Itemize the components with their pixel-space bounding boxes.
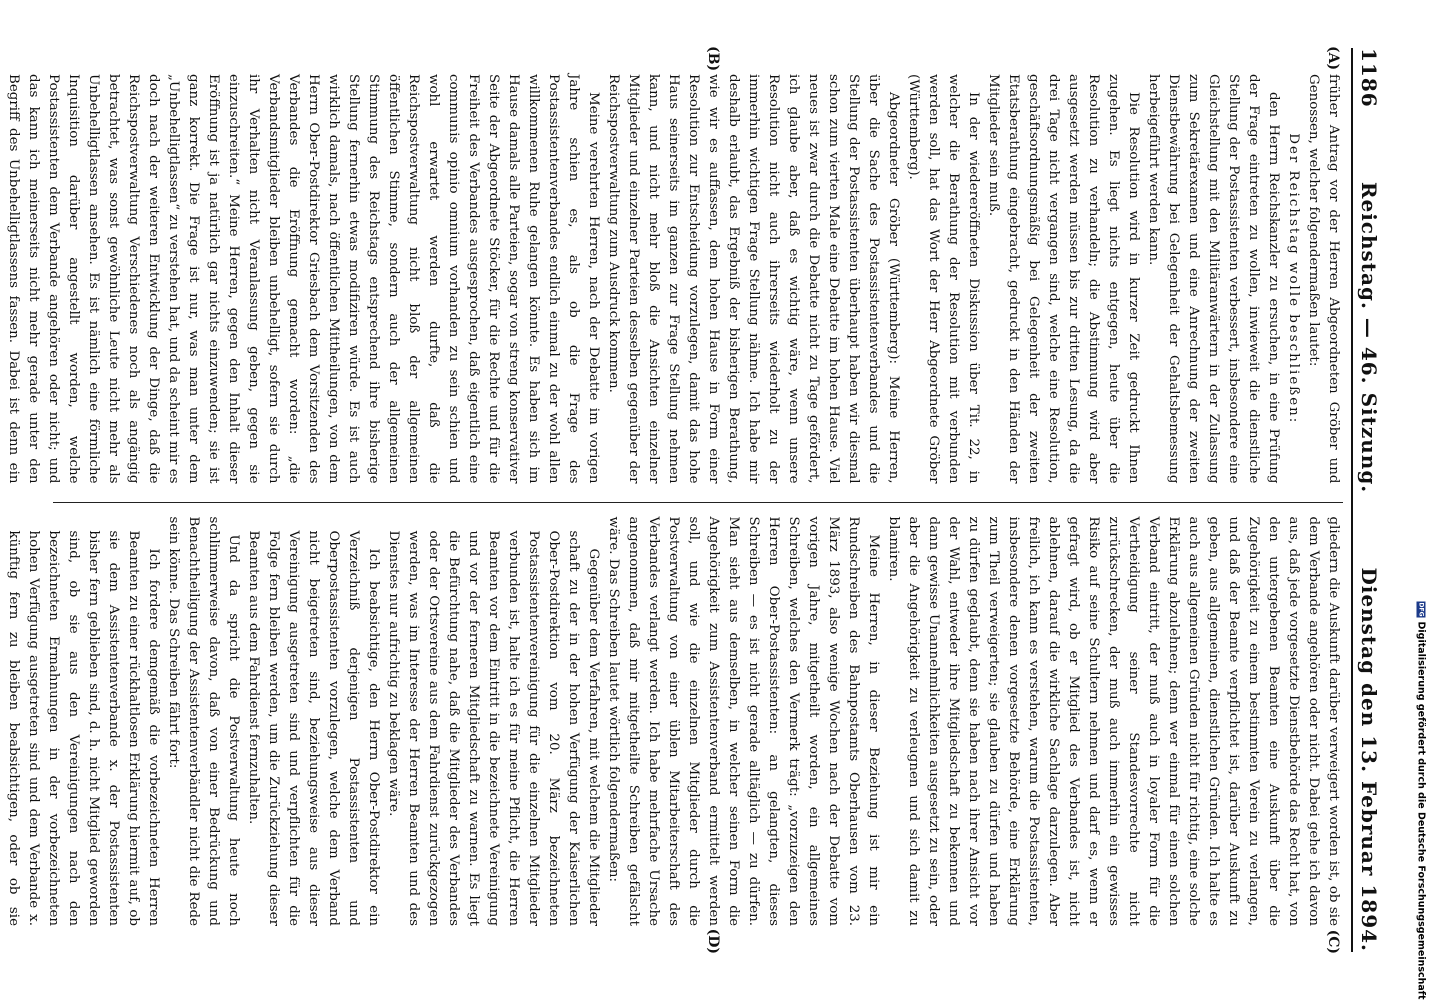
paragraph: gliedern die Auskunft darüber verweigert worden ist, ob sie dem Verbande angehören oder nicht. Dabei gehe ich davon aus, daß jede vorgesetzte Dienstbehörde das Recht hat, von den untergebenen Beamten eine Auskunft über die Zugehörigkeit zu einem bestimmten Verein zu verlangen, und daß der Beamte verpflichtet ist, darüber Auskunft zu geben, aus allgemeinen, dienstlichen Gründen. Ich halte es auch aus allgemeinen Gründen nicht für richtig, eine solche Erklärung abzulehnen; denn wer einmal für einen solchen Verband eintritt, der muß auch in loyaler Form für die Vertheidigung seiner Standesvorrechte nicht zurückschrecken, der muß auch immerhin ein gewisses Risiko auf seine Schultern nehmen und darf es, wenn er gefragt wird, ob er Mitglied des Verbandes ist, nicht ablehnen, darauf die wirkliche Sachlage darzulegen. Aber freilich, ich kann es verstehen, warum die Postassistenten, insbesondere denen vorgesetzte Behörde, eine Erklärung zum Theil verweigerten; sie glauben zu dürfen und haben zu dürfen geglaubt, denn sie haben nach ihrer Ansicht vor der Wahl, entweder ihre Mitgliedschaft zu bekennen und dann gewisse Unannehmlichkeiten ausgesetzt zu sein, oder aber die Angehörigkeit zu verleugnen und sich damit zu blamiren. (886, 516, 1341, 926)
quoted-paragraph: Ich fordere demgemäß die vorbezeichneten Herren Beamten zu einer rückhaltlosen Erklärung hiermit auf, ob sie dem Assistentenverbande x. der Postassistenten bisher fern geblieben sind, d. h. nicht Mitglied geworden sind, ob sie aus den Vereinigungen nach den bezeichneten Ermahnungen in der vorbezeichneten hohen Verfügung ausgetreten sind und dem Verbande x. künftig fern zu bleiben beabsichtigen, oder ob sie (6, 530, 161, 926)
text-columns (6, 46, 1343, 954)
quoted-paragraph: Ich beabsichtige, den Herrn Ober-Postdirektor ein Verzeichniß derjenigen Postassistenten und Oberpostassistenten vorzulegen, welche dem Verband nicht beigetreten sind, beziehungsweise aus dieser Vereinigung ausgetreten sind und verpflichten für die Folge fern bleiben werden, um die Zurückziehung dieser Beamten aus dem Fahrdienst fernzuhalten. (246, 530, 381, 926)
paragraph: Die Resolution wird in kurzer Zeit gedruckt Ihnen zugehen. Es liegt nichts entgegen, heute über die Resolution zu verhandeln; die Abstimmung wird aber ausgesetzt werden müssen bis zur dritten Lesung, da die drei Tage nicht vergangen sind, welche eine Resolution, geschäftsordnungsmäßig bei Gelegenheit der zweiten Etatsberathung eingebracht, gedruckt in den Händen der Mitglieder sein muß. (986, 74, 1141, 484)
paragraph: Meine verehrten Herren, nach der Debatte im vorigen Jahre schien es, als ob die Frage des Postassistentenverbandes endlich einmal zu der wohl allen willkommenen Ruhe gelangen könnte. Es haben sich im Hause damals alle Parteien, sogar von streng konservativer Seite der Abgeordnete Stöcker, für die Rechte und für die Freiheit des Verbandes ausgesprochen, daß eigentlich eine communis opinio omnium vorhanden zu sein schien und wohl erwartet werden durfte, daß die Reichspostverwaltung nicht bloß der allgemeinen öffentlichen Stimme, sondern auch der allgemeinen Stimmung des Reichstags entsprechend ihre bisherige Stellung fernerhin etwas modifiziren würde. Es ist auch wirklich damals, nach öffentlichen Mittheilungen, von dem Herrn Ober-Postdirektor Griesbach dem Vorsitzenden des Verbandes die Eröffnung gemacht worden: „die Verbandsmitglieder bleiben unbehelligt, sofern sie durch ihr Verhalten nicht Veranlassung geben, gegen sie einzuschreiten.“ Meine Herren, gegen den Inhalt dieser Eröffnung ist ja natürlich gar nichts einzuwenden; sie ist ganz korrekt. Die Frage ist nur, was man unter dem „Unbehelligtlassen“ zu verstehen hat, und da scheint mir es doch nach der weiteren Entwicklung der Dinge, daß die Reichspostverwaltung Verschiedenes noch als angängig betrachtet, was sonst gewöhnliche Leute nicht mehr als Unbehelligtlassen ansehen. Es ist nämlich eine förmliche Inquisition darüber angestellt worden, welche Postassistenten dem Verbande angehören oder nicht; und das kann ich meinerseits nicht mehr gerade unter den Begriff des Unbehelligtlassens fassen. Dabei ist denn ein (6, 74, 601, 484)
credit-text: Digitalisierung gefördert durch die Deutsche Forschungsgemeinschaft (1415, 621, 1427, 999)
paragraph: den Herrn Reichskanzler zu ersuchen, in eine Prüfung der Frage eintreten zu wollen, inwieweit die dienstliche Stellung der Postassistenten verbessert, insbesondere eine Gleichstellung mit den Militäranwärtern in der Zulassung zum Sekretärexamen und eine Anrechnung der zweiten Dienstbewährung bei Gelegenheit der Gehaltsbemessung herbeigeführt werden kann. (1146, 74, 1281, 484)
left-column (6, 46, 1343, 484)
right-column (6, 502, 1343, 954)
page-date: Dienstag den 13. Februar 1894. (1357, 567, 1381, 952)
dfg-logo-icon: DFG (1417, 601, 1425, 617)
paragraph: Meine Herren, in dieser Beziehung ist mir ein Rundschreiben des Bahnpostamts Oberhausen vom 23. März 1893, also wenige Wochen nach der Debatte vom vorigen Jahre, mitgetheilt worden, ein allgemeines Schreiben, welches den Vermerk trägt: „vorzuzeigen den Herren Ober-Postassistenten: an gelangten, dieses Schreiben — es ist nicht gerade alltäglich — zu dürfen. Man sieht aus demselben, in welcher seinen Form die Angehörigkeit zum Assistentenverband ermittelt werden soll, und wie die einzelnen Mitglieder durch die Postverwaltung von einer üblen Mitarbeiterschaft des Verbandes verlangt werden. Ich habe mehrfache Ursache angenommen, daß mir mitgetheilte Schreiben gefälscht wäre. Das Schreiben lautet wörtlich folgendermaßen: (606, 516, 881, 926)
quoted-paragraph: Gegenüber dem Verfahren, mit welchem die Mitglieder schaft zu der in der hohen Verfügung der Kaiserlichen Ober-Postdirektion vom 20. März bezeichneten Postassistentenvereinigung für die einzelnen Mitglieder verbunden ist, halte ich es für meine Pflicht, die Herren Beamten vor dem Eintritt in die bezeichnete Vereinigung und vor der ferneren Mitgliedschaft zu warnen. Es liegt die Befürchtung nahe, daß die Mitglieder des Verbandes oder der Ortsvereine aus dem Fahrdienst zurückgezogen werden, was im Interesse der Herren Beamten und des Dienstes nur aufrichtig zu beklagen wäre. (386, 530, 601, 926)
paragraph: In der wiedereröffneten Diskussion über Tit. 22, in welcher die Berathung der Resolution mit verbunden werden soll, hat das Wort der Herr Abgeordnete Gröber (Württemberg). (906, 74, 981, 484)
paragraph: Und da spricht die Postverwaltung heute noch schlimmerweise davon, daß von einer Bedrückung und Benachtheiligung der Assistentenverbändler nicht die Rede sein könne. Das Schreiben fährt fort: (166, 516, 241, 926)
margin-letter-c: (C) (1325, 929, 1341, 954)
digitization-credit (1410, 600, 1432, 1000)
margin-letter-b: (B) (705, 46, 721, 72)
paragraph: Der Reichstag wolle beschließen: (1286, 133, 1301, 425)
newspaper-page (0, 30, 1395, 970)
paragraph: früher Antrag vor der Herren Abgeordneten Gröber und Genossen, welcher folgendermaßen lautet: (1306, 74, 1341, 484)
page-header (1351, 48, 1381, 952)
paragraph: Abgeordneter Gröber (Württemberg): Meine Herren, über die Sache des Postassistentenverbandes und die Stellung der Postassistenten überhaupt haben wir diesmal schon zum vierten Male eine Debatte im hohen Hause. Viel neues ist zwar durch die Debatte nicht zu Tage gefördert, ich glaube aber, daß es wichtig wäre, wenn unsere Resolution nicht auch ihrerseits wiederholt zu der immerhin wichtigen Frage Stellung nähme. Ich habe mir deshalb erlaubt, das Ergebniß der bisherigen Berathung, wie wir es auffassen, dem hohen Hause in Form einer Resolution zur Entscheidung vorzulegen, damit das hohe Haus seinerseits im ganzen zur Frage Stellung nehmen kann, und nicht mehr bloß die Ansichten einzelner Mitglieder und einzelner Parteien desselben gegenüber der Reichspostverwaltung zum Ausdruck kommen. (606, 74, 901, 484)
page-title: Reichstag. — 46. Sitzung. (1357, 181, 1381, 494)
page-number: 1186 (1357, 48, 1381, 108)
margin-letter-d: (D) (705, 928, 721, 954)
margin-letter-a: (A) (1325, 46, 1341, 71)
